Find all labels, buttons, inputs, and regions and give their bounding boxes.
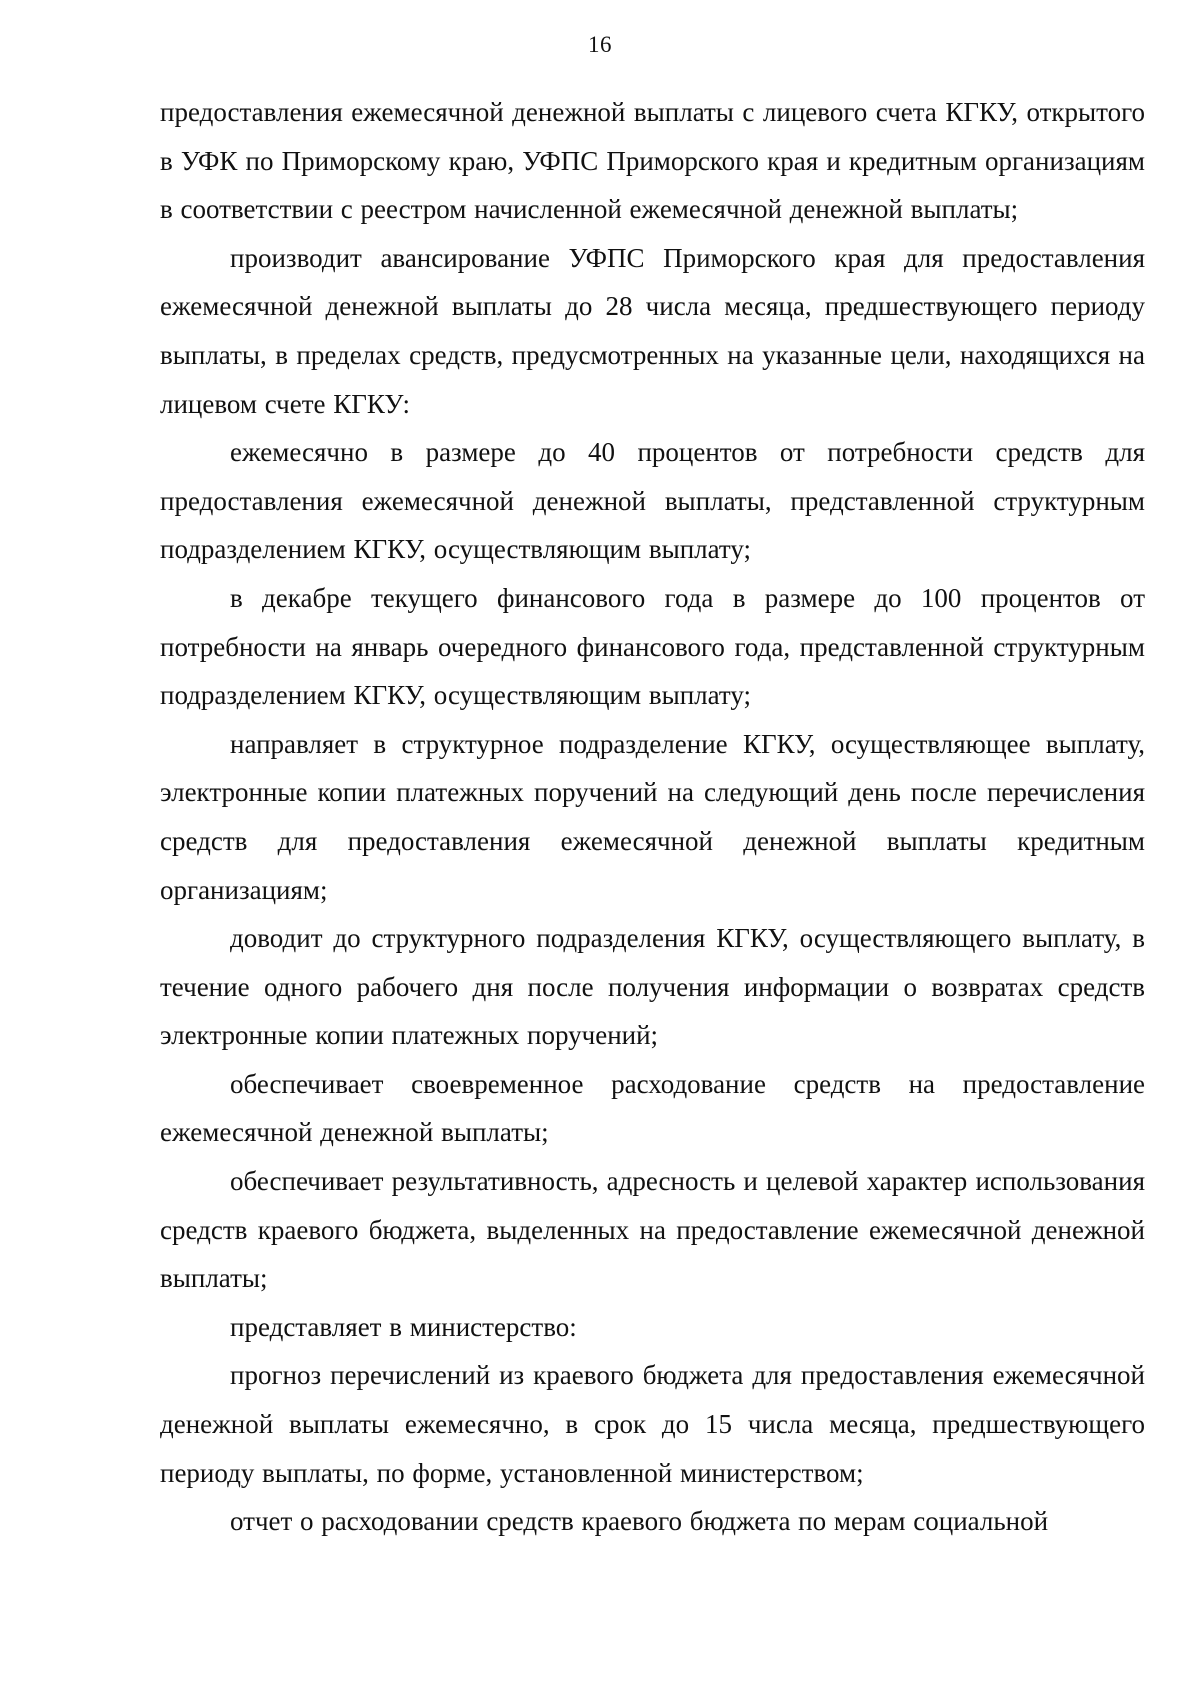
paragraph-sends-payment-copies: направляет в структурное подразделение КГКУ, осуществляющее выплату, электронные копии платежных поручений на следующий день после перечисления средств для предоставления ежемесячной денежной выплаты кредитным организациям; (160, 728, 1145, 905)
paragraph-effectiveness: обеспечивает результативность, адресность и целевой характер использования средств краевого бюджета, выделенных на предоставление ежемесячной денежной выплаты; (160, 1166, 1145, 1294)
paragraph-continued: предоставления ежемесячной денежной выплаты с лицевого счета КГКУ, открытого в УФК по Приморскому краю, УФПС Приморского края и кредитным организациям в соответствии с реестром начисленной ежемесячной денежной выплаты; (160, 97, 1145, 225)
paragraph-report: отчет о расходовании средств краевого бюджета по мерам социальной (230, 1506, 1049, 1537)
page-number: 16 (588, 32, 612, 57)
paragraph-returns-info: доводит до структурного подразделения КГКУ, осуществляющего выплату, в течение одного рабочего дня после получения информации о возвратах средств электронные копии платежных поручений; (160, 923, 1145, 1051)
paragraph-timely-spending: обеспечивает своевременное расходование средств на предоставление ежемесячной денежной выплаты; (160, 1068, 1145, 1148)
paragraph-monthly-40-percent: ежемесячно в размере до 40 процентов от потребности средств для предоставления ежемесячной денежной выплаты, представленной структурным подразделением КГКУ, осуществляющим выплату; (160, 437, 1145, 565)
paragraph-december-100-percent: в декабре текущего финансового года в размере до 100 процентов от потребности на январь очередного финансового года, представленной структурным подразделением КГКУ, осуществляющим выплату; (160, 582, 1145, 711)
document-body (160, 88, 1145, 1546)
paragraph-advance-payment: производит авансирование УФПС Приморского края для предоставления ежемесячной денежной выплаты до 28 числа месяца, предшествующего периоду выплаты, в пределах средств, предусмотренных на указанные цели, находящихся на лицевом счете КГКУ: (160, 242, 1145, 419)
paragraph-forecast: прогноз перечислений из краевого бюджета для предоставления ежемесячной денежной выплаты ежемесячно, в срок до 15 числа месяца, предшествующего периоду выплаты, по форме, установленной министерством; (160, 1360, 1145, 1488)
paragraph-submits-to-ministry: представляет в министерство: (230, 1311, 577, 1342)
